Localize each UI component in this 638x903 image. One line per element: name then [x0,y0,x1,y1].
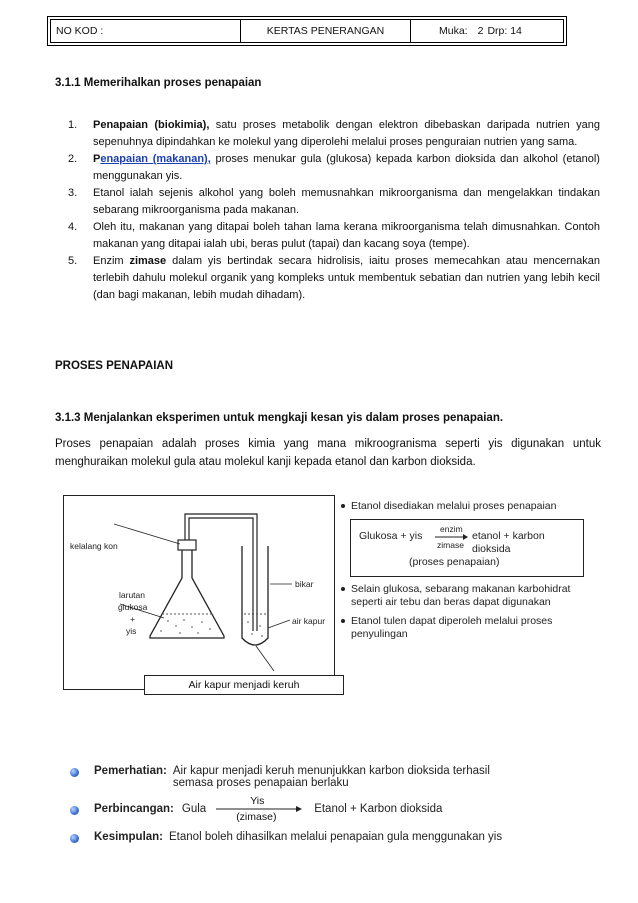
bullet-icon [70,834,79,843]
discussion-label: Perbincangan: [94,803,174,815]
observation-row [70,765,490,789]
page-total: Drp: 14 [487,25,522,37]
list-item: 3. Etanol ialah sejenis alkohol yang boleh memusnahkan mikroorganisma dan mengelakkan tindakan sebarang mikroorganisma pada makanan. [68,187,600,216]
section-title-311: 3.1.1 Memerihalkan proses penapaian [55,77,262,89]
discussion-top: Yis [250,795,265,807]
fermentation-list [68,117,600,304]
label-stopper: kelalang kon [70,541,118,551]
code-label: NO KOD : [56,25,104,37]
list-item: 4. Oleh itu, makanan yang ditapai boleh tahan lama kerana mikroorganisma telah dimusnahkan. Contoh makanan yang ditapai ialah ubi, beras pulut (tapai) dan kacang soya (tempe). [68,221,600,250]
label-limewater: air kapur [292,616,326,626]
label-solution-4: yis [126,626,137,636]
apparatus-diagram [63,495,335,690]
discussion-arrow-group [216,795,304,821]
note-1: Etanol disediakan melalui proses penapaian [340,500,600,513]
doc-type: KERTAS PENERANGAN [266,25,385,37]
eq-top: enzim [440,524,463,534]
figure-caption: Air kapur menjadi keruh [144,675,344,695]
list-item: 2. Penapaian (makanan), proses menukar gula (glukosa) kepada karbon dioksida dan alkohol (etanol) menggunakan yis. [68,153,600,182]
section-title-proses: PROSES PENAPAIAN [55,360,174,372]
discussion-bottom: (zimase) [236,811,277,823]
conclusion-row [70,831,502,843]
conclusion-text: Etanol boleh dihasilkan melalui penapaian gula menggunakan yis [169,831,503,843]
label-solution-2: glukosa [118,602,148,612]
label-solution-1: larutan [119,590,145,600]
code-cell [51,20,241,42]
figure-notes [340,500,600,647]
page-number: 2 [477,25,484,37]
conclusion-label: Kesimpulan: [94,831,164,843]
eq-left: Glukosa + yis [359,530,423,542]
section-title-313: 3.1.3 Menjalankan eksperimen untuk mengkaji kesan yis dalam proses penapaian. [55,412,504,424]
penapaian-makanan-link[interactable]: enapaian (makanan), [100,153,211,165]
list-item: 1. Penapaian (biokimia), satu proses metabolik dengan elektron dibebaskan daripada nutrien yang sepenuhnya dipindahkan ke molekul yang diperolehi melalui proses penguraian nutrien yang sama. [68,119,600,148]
eq-bottom: zimase [437,540,464,550]
note-3: Etanol tulen dapat diperoleh melalui proses penyulingan [340,615,600,641]
eq-sub: (proses penapaian) [409,556,500,568]
bullet-icon [70,806,79,815]
discussion-left: Gula [181,803,207,815]
page-label: Muka: [439,25,468,37]
eq-right: etanol + karbon dioksida [472,530,545,555]
label-beaker: bikar [295,579,314,589]
document-header [47,16,567,46]
note-2: Selain glukosa, sebarang makanan karbohidrat seperti air tebu dan beras dapat digunakan [340,583,600,609]
observation-label: Pemerhatian: [94,765,167,777]
fermentation-equation-box [350,519,584,577]
discussion-row [70,795,443,829]
doc-type-cell [241,20,411,42]
discussion-right: Etanol + Karbon dioksida [314,803,443,815]
list-item: 5. Enzim zimase dalam yis bertindak secara hidrolisis, iaitu proses memecahkan atau mencernakan terlebih dahulu molekul organik yang kompleks untuk membentuk sebatian dan nutrien yang lebih kecil (dan bagi makanan, lebih mudah dihadam). [68,255,600,301]
page-cell [411,20,563,42]
section-paragraph: Proses penapaian adalah proses kimia yang mana mikroogranisma seperti yis digunakan untuk menghuraikan molekul gula atau molekul kanji kepada etanol dan karbon dioksida. [55,438,601,468]
observation-text: Air kapur menjadi keruh menunjukkan karbon dioksida terhasil semasa proses penapaian berlaku [172,765,490,789]
apparatus-drawing [64,496,336,691]
bullet-icon [70,768,79,777]
label-solution-3: + [130,614,135,624]
